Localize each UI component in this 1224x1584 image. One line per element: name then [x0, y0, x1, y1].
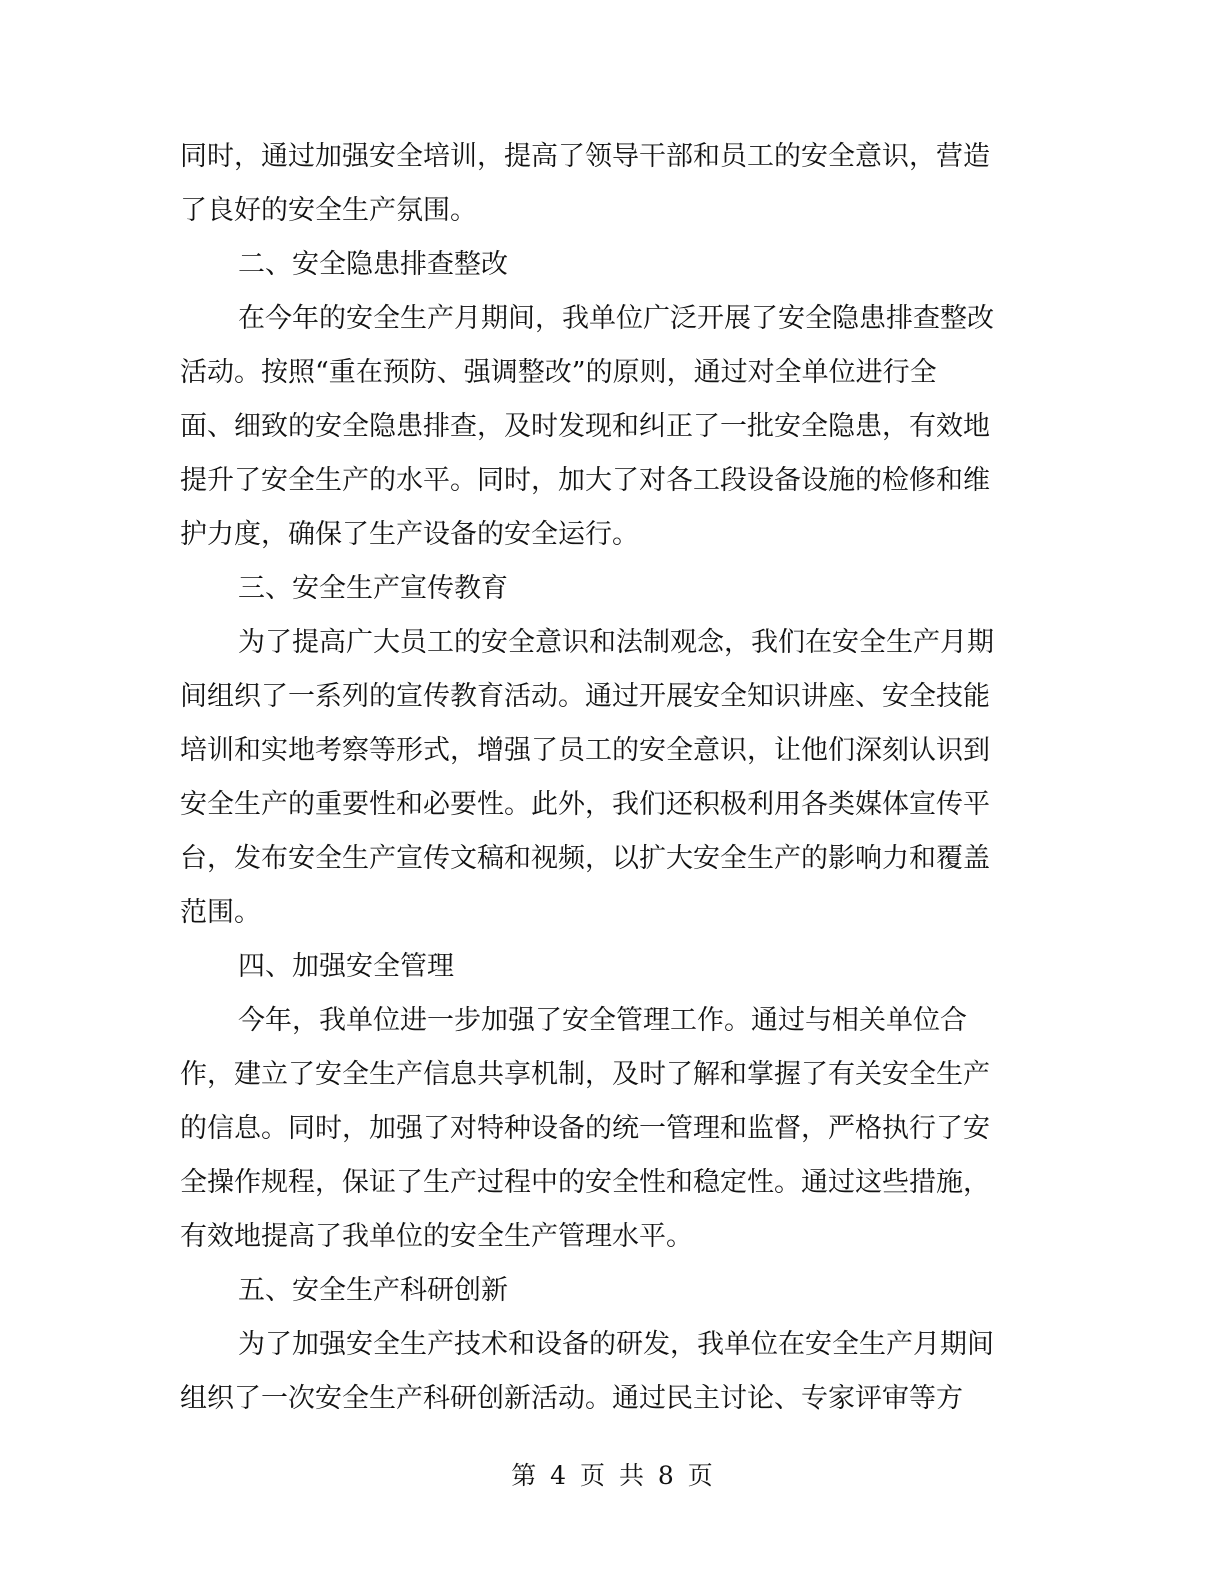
paragraph-line: 今年，我单位进一步加强了安全管理工作。通过与相关单位合 — [238, 1005, 967, 1036]
paragraph-line: 的信息。同时，加强了对特种设备的统一管理和监督，严格执行了安 — [180, 1113, 990, 1144]
paragraph-line: 活动。按照“重在预防、强调整改”的原则，通过对全单位进行全 — [180, 357, 937, 388]
paragraph-line: 提升了安全生产的水平。同时，加大了对各工段设备设施的检修和维 — [180, 465, 990, 496]
paragraph-line: 安全生产的重要性和必要性。此外，我们还积极利用各类媒体宣传平 — [180, 789, 990, 820]
paragraph-line: 全操作规程，保证了生产过程中的安全性和稳定性。通过这些措施， — [180, 1167, 990, 1198]
paragraph-line: 面、细致的安全隐患排查，及时发现和纠正了一批安全隐患，有效地 — [180, 411, 990, 442]
paragraph-line: 台，发布安全生产宣传文稿和视频，以扩大安全生产的影响力和覆盖 — [180, 843, 990, 874]
paragraph-line: 培训和实地考察等形式，增强了员工的安全意识，让他们深刻认识到 — [180, 735, 990, 766]
section-heading: 五、安全生产科研创新 — [238, 1275, 508, 1306]
section-heading: 二、安全隐患排查整改 — [238, 249, 508, 280]
paragraph-line: 范围。 — [180, 897, 261, 928]
page-footer: 第 4 页 共 8 页 — [511, 1461, 713, 1490]
paragraph-line: 护力度，确保了生产设备的安全运行。 — [180, 519, 639, 550]
section-heading: 三、安全生产宣传教育 — [238, 573, 508, 604]
paragraph-line: 作，建立了安全生产信息共享机制，及时了解和掌握了有关安全生产 — [180, 1059, 990, 1090]
paragraph-line: 了良好的安全生产氛围。 — [180, 195, 477, 226]
paragraph-line: 在今年的安全生产月期间，我单位广泛开展了安全隐患排查整改 — [238, 303, 994, 334]
section-heading: 四、加强安全管理 — [238, 951, 454, 982]
paragraph-line: 间组织了一系列的宣传教育活动。通过开展安全知识讲座、安全技能 — [180, 681, 990, 712]
paragraph-line: 同时，通过加强安全培训，提高了领导干部和员工的安全意识，营造 — [180, 141, 990, 172]
paragraph-line: 组织了一次安全生产科研创新活动。通过民主讨论、专家评审等方 — [180, 1383, 963, 1414]
body-text — [180, 130, 1032, 1426]
paragraph-line: 为了提高广大员工的安全意识和法制观念，我们在安全生产月期 — [238, 627, 994, 658]
paragraph-line: 为了加强安全生产技术和设备的研发，我单位在安全生产月期间 — [238, 1329, 994, 1360]
paragraph-line: 有效地提高了我单位的安全生产管理水平。 — [180, 1221, 693, 1252]
